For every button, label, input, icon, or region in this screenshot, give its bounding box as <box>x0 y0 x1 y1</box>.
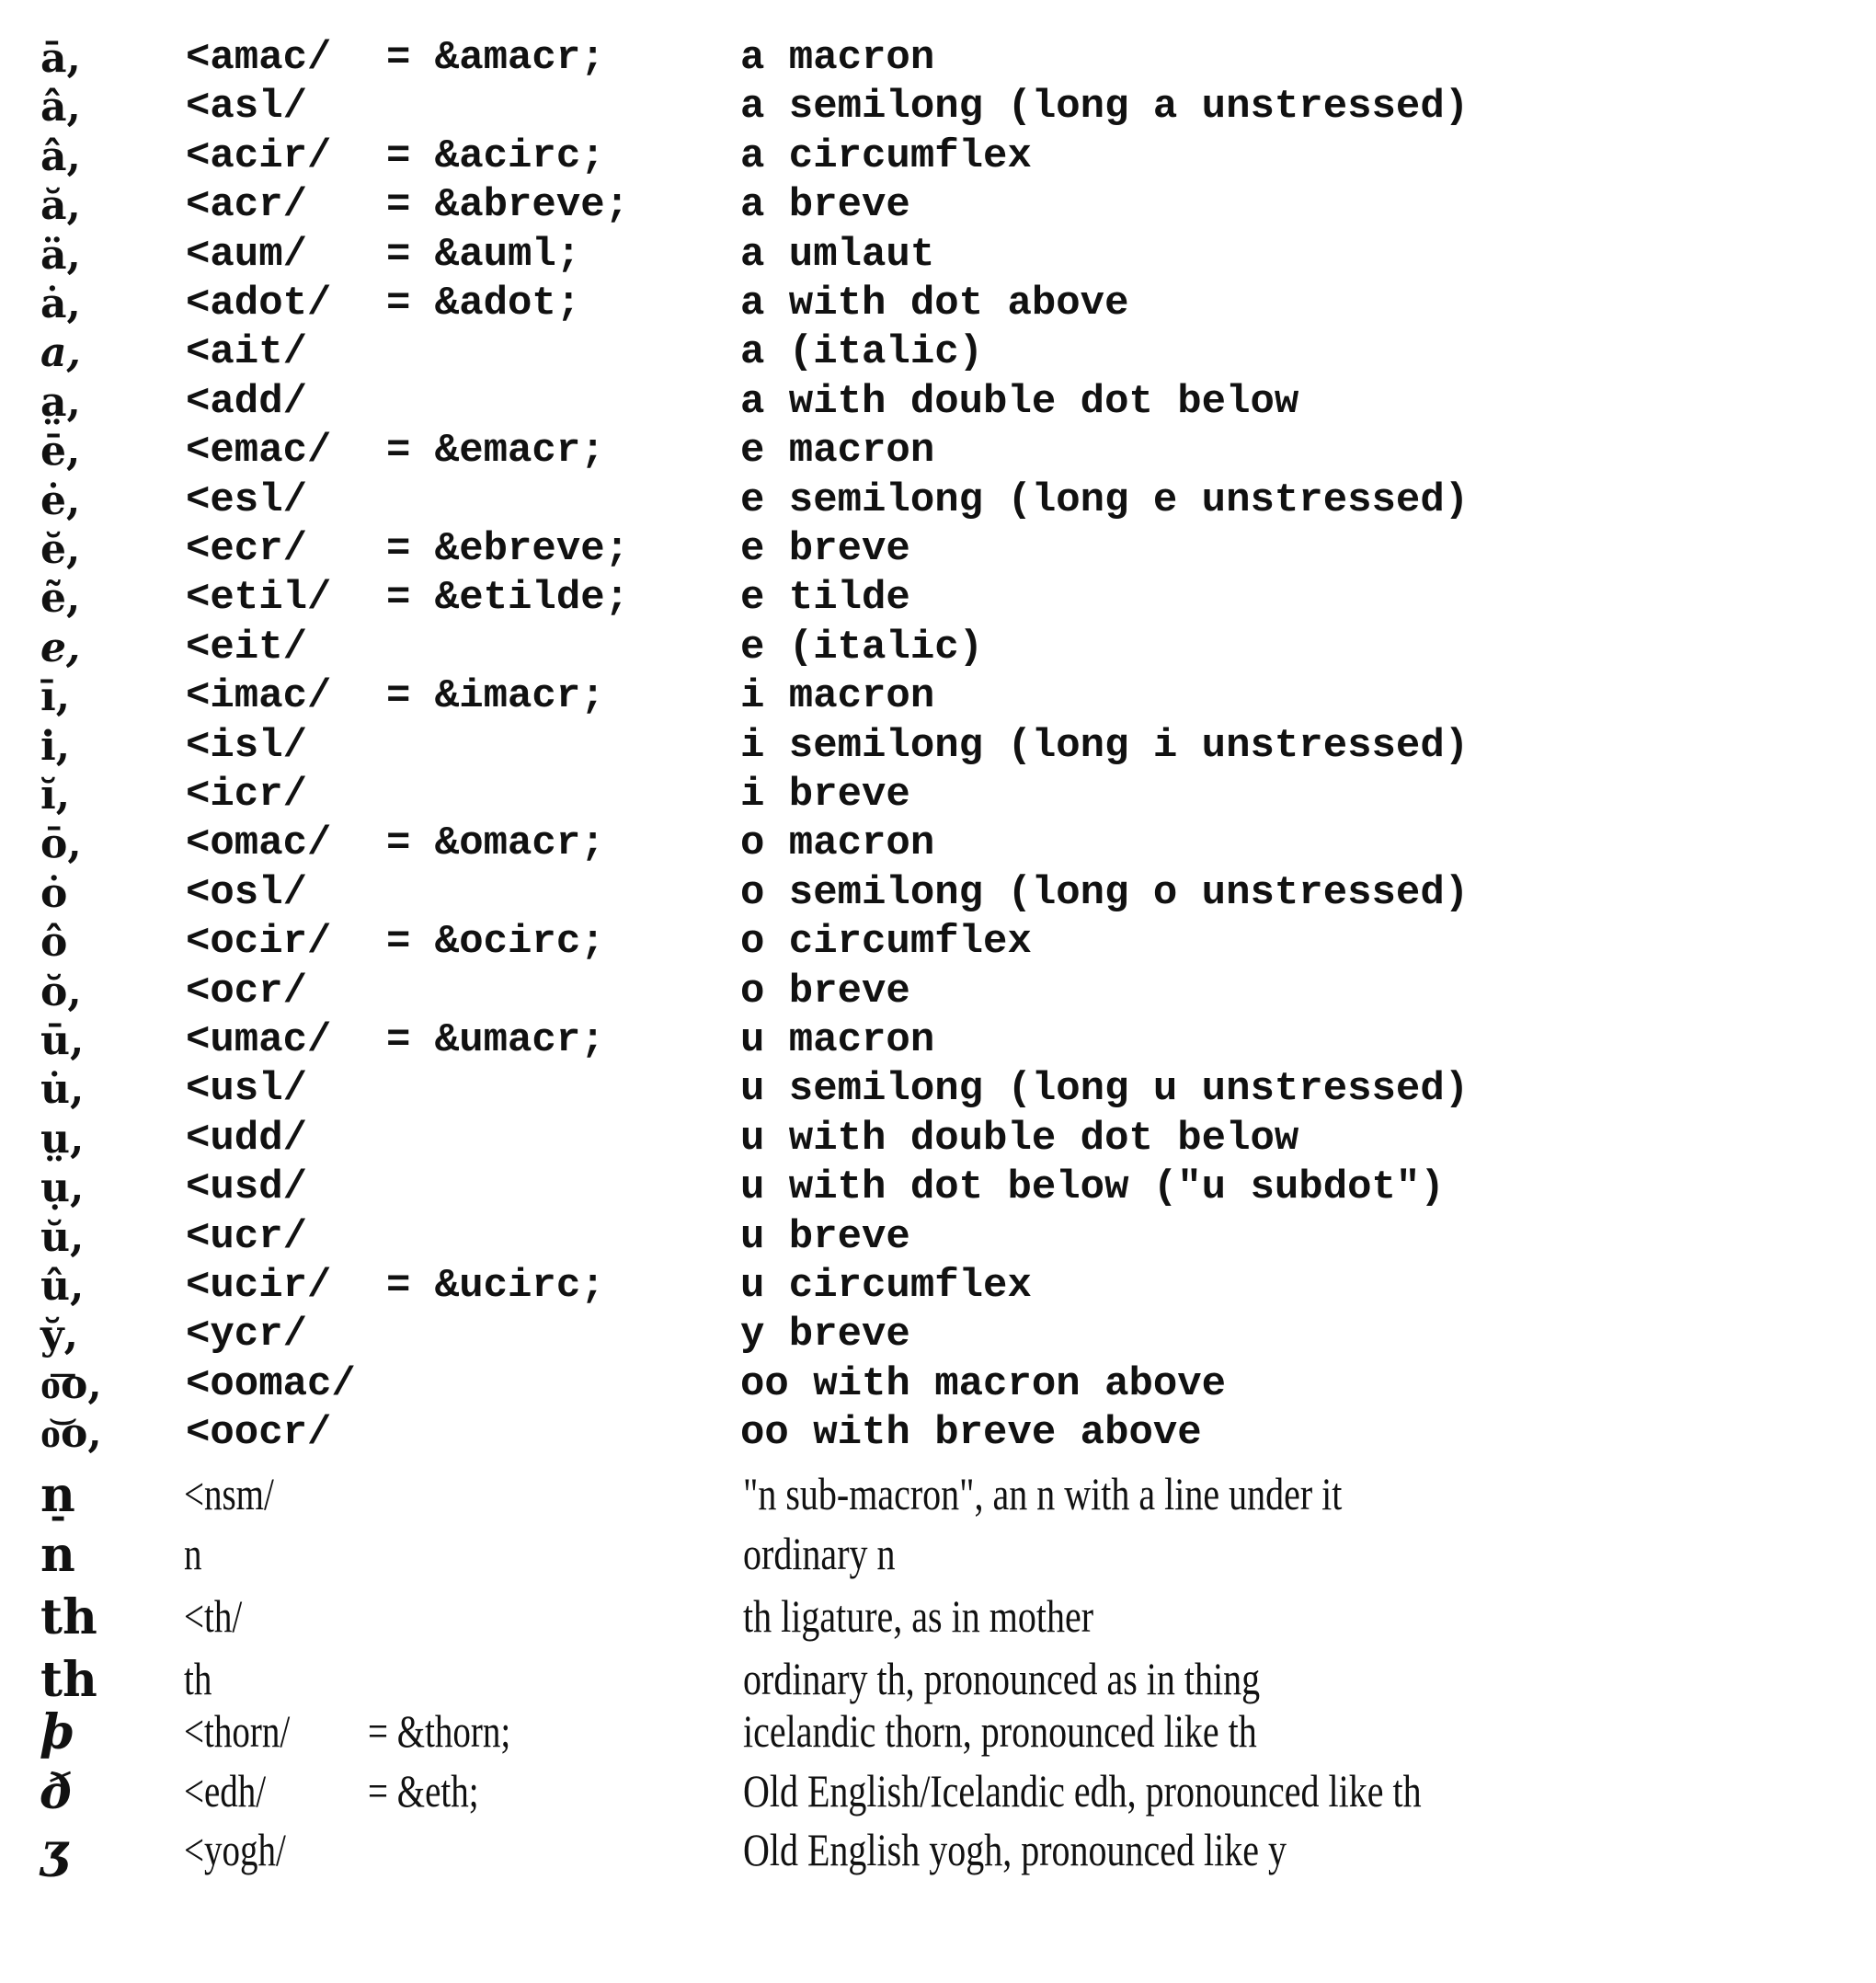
markup-code: <edh/ <box>184 1765 267 1817</box>
char-description: Old English/Icelandic edh, pronounced like th <box>743 1765 1422 1817</box>
markup-code: <udd/ <box>186 1115 308 1162</box>
char-description: Old English yogh, pronounced like y <box>743 1824 1287 1875</box>
markup-code: <nsm/ <box>184 1468 274 1519</box>
char-glyph: û, <box>40 1263 85 1310</box>
char-description: a (italic) <box>740 329 984 376</box>
markup-code: <ocir/ <box>186 919 332 966</box>
entity-ref: = &auml; <box>386 231 581 278</box>
char-description: e semilong (long e unstressed) <box>740 476 1470 523</box>
char-glyph: ŭ, <box>40 1213 85 1261</box>
markup-code: <usl/ <box>186 1066 308 1113</box>
char-glyph: ô <box>40 919 68 967</box>
markup-code: <oocr/ <box>186 1410 332 1457</box>
char-glyph: o͞o, <box>40 1360 102 1408</box>
markup-code: <osl/ <box>186 869 308 916</box>
char-description: a with double dot below <box>740 378 1299 425</box>
char-description: o semilong (long o unstressed) <box>740 869 1470 916</box>
markup-code: <add/ <box>186 378 308 425</box>
char-glyph: þ <box>40 1704 74 1760</box>
char-description: i semilong (long i unstressed) <box>740 722 1470 769</box>
markup-code: <ocr/ <box>186 968 308 1014</box>
char-description: oo with breve above <box>740 1410 1202 1457</box>
char-description: u breve <box>740 1213 910 1260</box>
char-glyph: o͝o, <box>40 1410 102 1458</box>
markup-code: th <box>184 1653 212 1704</box>
markup-code: <yogh/ <box>184 1824 286 1875</box>
entity-ref: = &imacr; <box>386 673 605 720</box>
char-glyph: ȯ <box>40 869 68 917</box>
char-description: i breve <box>740 772 910 818</box>
markup-code: <adot/ <box>186 281 332 327</box>
char-glyph: ĭ, <box>40 772 71 819</box>
char-glyph: ă, <box>40 182 81 230</box>
char-description: u with dot below ("u subdot") <box>740 1164 1445 1211</box>
char-description: e tilde <box>740 575 910 622</box>
markup-code: <ucir/ <box>186 1263 332 1309</box>
char-description: a circumflex <box>740 132 1032 179</box>
markup-code: <isl/ <box>186 722 308 769</box>
char-description: i macron <box>740 673 935 720</box>
entity-ref: = &etilde; <box>386 575 630 622</box>
markup-code: <th/ <box>184 1590 243 1642</box>
entity-ref: = &adot; <box>386 281 581 327</box>
char-glyph: ŏ, <box>40 968 82 1015</box>
char-glyph: ẽ, <box>40 575 81 623</box>
markup-code: n <box>184 1528 202 1579</box>
char-glyph: ė, <box>40 476 81 524</box>
char-description: a macron <box>740 35 935 81</box>
char-description: a with dot above <box>740 281 1129 327</box>
markup-code: <thorn/ <box>184 1705 291 1757</box>
char-glyph: â, <box>40 132 81 180</box>
char-description: o macron <box>740 820 935 867</box>
char-description: ordinary th, pronounced as in thing <box>743 1653 1261 1704</box>
char-glyph: â, <box>40 84 81 132</box>
char-description: e breve <box>740 526 910 572</box>
char-description: th ligature, as in mother <box>743 1590 1094 1642</box>
char-glyph: ð <box>40 1764 73 1820</box>
char-description: o circumflex <box>740 919 1032 966</box>
char-glyph: i, <box>40 722 71 770</box>
char-description: u with double dot below <box>740 1115 1299 1162</box>
markup-code: <eit/ <box>186 624 308 671</box>
char-glyph: a, <box>40 329 81 377</box>
char-description: "n sub-macron", an n with a line under it <box>743 1468 1343 1519</box>
entity-ref: = &ucirc; <box>386 1263 605 1309</box>
char-description: e (italic) <box>740 624 984 671</box>
markup-code: <imac/ <box>186 673 332 720</box>
char-glyph: ȧ, <box>40 281 81 327</box>
markup-code: <amac/ <box>186 35 332 81</box>
char-description: oo with macron above <box>740 1360 1227 1407</box>
char-glyph: e, <box>40 624 81 671</box>
entity-ref: = &eth; <box>368 1765 479 1817</box>
char-description: icelandic thorn, pronounced like th <box>743 1705 1257 1757</box>
markup-code: <asl/ <box>186 84 308 131</box>
markup-code: <umac/ <box>186 1017 332 1063</box>
entity-ref: = &umacr; <box>386 1017 605 1063</box>
char-description: a breve <box>740 182 910 229</box>
entity-ref: = &acirc; <box>386 132 605 179</box>
markup-code: <usd/ <box>186 1164 308 1211</box>
char-glyph: ĕ, <box>40 526 81 573</box>
markup-code: <etil/ <box>186 575 332 622</box>
char-description: a semilong (long a unstressed) <box>740 84 1470 131</box>
markup-code: <icr/ <box>186 772 308 818</box>
char-glyph: y̆, <box>40 1312 78 1359</box>
char-glyph: ā, <box>40 35 81 82</box>
char-glyph: ṳ, <box>40 1115 85 1163</box>
char-glyph: ä, <box>40 231 81 279</box>
char-description: u macron <box>740 1017 935 1063</box>
char-glyph: ī, <box>40 673 71 721</box>
char-glyph: ụ, <box>40 1164 85 1212</box>
markup-code: <ycr/ <box>186 1312 308 1358</box>
char-description: ordinary n <box>743 1528 896 1579</box>
char-description: a umlaut <box>740 231 935 278</box>
char-description: y breve <box>740 1312 910 1358</box>
char-glyph: n <box>40 1527 75 1583</box>
entity-ref: = &thorn; <box>368 1705 511 1757</box>
markup-code: <aum/ <box>186 231 308 278</box>
char-glyph: ʒ <box>40 1823 68 1879</box>
char-glyph: a̤, <box>40 378 81 426</box>
markup-code: <ecr/ <box>186 526 308 572</box>
entity-ref: = &emacr; <box>386 428 605 475</box>
entity-ref: = &omacr; <box>386 820 605 867</box>
entity-ref: = &ocirc; <box>386 919 605 966</box>
entity-ref: = &amacr; <box>386 35 605 81</box>
char-glyph: ū, <box>40 1017 85 1064</box>
char-glyph: ē, <box>40 428 81 476</box>
markup-code: <omac/ <box>186 820 332 867</box>
char-description: e macron <box>740 428 935 475</box>
markup-code: <emac/ <box>186 428 332 475</box>
entity-ref: = &abreve; <box>386 182 630 229</box>
markup-code: <ait/ <box>186 329 308 376</box>
char-glyph: n̠ <box>40 1467 75 1523</box>
char-glyph: th <box>40 1589 97 1645</box>
markup-code: <oomac/ <box>186 1360 356 1407</box>
char-glyph: ō, <box>40 820 82 868</box>
char-glyph: th <box>40 1652 97 1708</box>
markup-code: <esl/ <box>186 476 308 523</box>
char-description: u semilong (long u unstressed) <box>740 1066 1470 1113</box>
entity-ref: = &ebreve; <box>386 526 630 572</box>
markup-code: <acir/ <box>186 132 332 179</box>
char-description: o breve <box>740 968 910 1014</box>
char-glyph: u̇, <box>40 1066 85 1114</box>
markup-code: <acr/ <box>186 182 308 229</box>
char-description: u circumflex <box>740 1263 1032 1309</box>
markup-code: <ucr/ <box>186 1213 308 1260</box>
